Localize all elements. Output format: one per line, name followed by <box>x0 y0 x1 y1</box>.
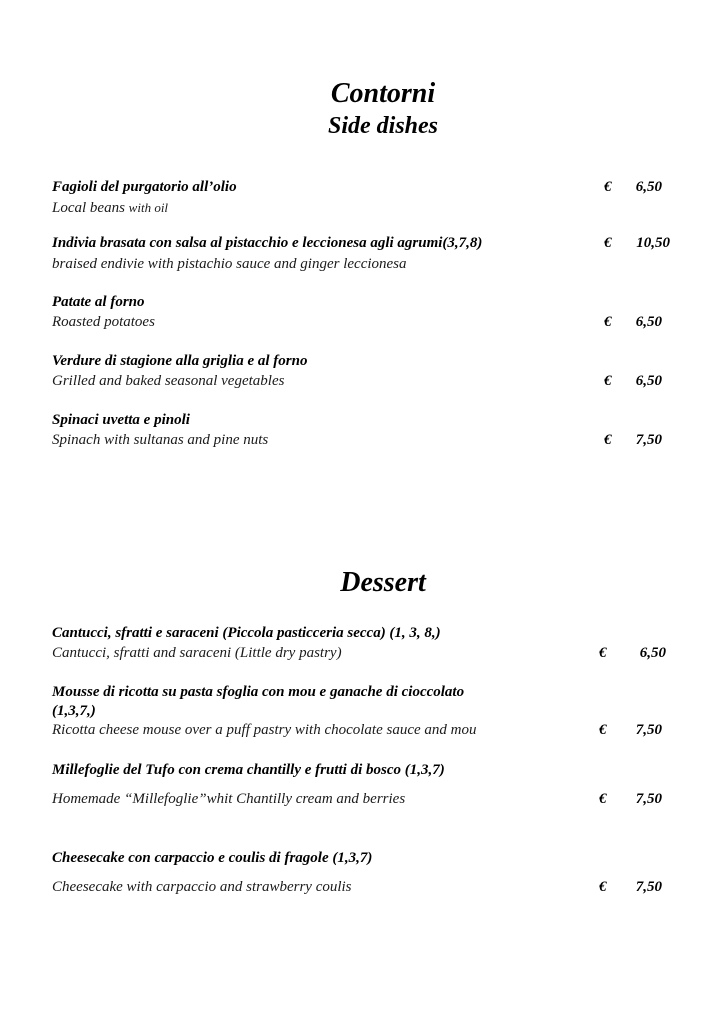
item-name: Mousse di ricotta su pasta sfoglia con mou e ganache di cioccolato <box>52 684 465 700</box>
item-description <box>52 200 168 217</box>
currency-symbol: € <box>604 179 612 195</box>
currency-symbol: € <box>599 645 607 661</box>
item-name: Cheesecake con carpaccio e coulis di fragole (1,3,7) <box>52 850 373 866</box>
currency-symbol: € <box>604 373 612 389</box>
item-price: 6,50 <box>635 314 662 330</box>
item-description: Roasted potatoes <box>52 314 155 330</box>
item-description: Grilled and baked seasonal vegetables <box>52 373 285 389</box>
item-name: Patate al forno <box>52 294 145 310</box>
item-name: Verdure di stagione alla griglia e al forno <box>52 353 308 369</box>
item-name: Fagioli del purgatorio all’olio <box>52 179 237 195</box>
item-price: 10,50 <box>636 235 670 251</box>
section-title-dessert: Dessert <box>340 567 426 598</box>
item-description: braised endivie with pistachio sauce and ginger leccionesa <box>52 256 407 272</box>
currency-symbol: € <box>604 314 612 330</box>
item-price: 6,50 <box>635 179 662 195</box>
item-price: 7,50 <box>635 879 662 895</box>
item-description-small: with oil <box>128 200 169 215</box>
item-price: 6,50 <box>635 373 662 389</box>
currency-symbol: € <box>599 722 607 738</box>
item-description: Ricotta cheese mouse over a puff pastry with chocolate sauce and mou <box>52 722 477 738</box>
item-description: Cheesecake with carpaccio and strawberry coulis <box>52 879 352 895</box>
item-price: 7,50 <box>635 432 662 448</box>
item-name-line-2: (1,3,7,) <box>52 703 96 719</box>
currency-symbol: € <box>604 432 612 448</box>
item-name: Indivia brasata con salsa al pistacchio e leccionesa agli agrumi(3,7,8) <box>52 235 483 251</box>
currency-symbol: € <box>599 879 607 895</box>
item-price: 6,50 <box>639 645 666 661</box>
currency-symbol: € <box>599 791 607 807</box>
item-description-main: Local beans <box>52 200 129 216</box>
item-description: Spinach with sultanas and pine nuts <box>52 432 269 448</box>
item-price: 7,50 <box>635 722 662 738</box>
item-description: Cantucci, sfratti and saraceni (Little dry pastry) <box>52 645 342 661</box>
item-name: Cantucci, sfratti e saraceni (Piccola pasticceria secca) (1, 3, 8,) <box>52 625 441 641</box>
currency-symbol: € <box>604 235 612 251</box>
item-name: Millefoglie del Tufo con crema chantilly e frutti di bosco (1,3,7) <box>52 762 445 778</box>
item-price: 7,50 <box>635 791 662 807</box>
section-title-contorni: Contorni <box>330 78 436 109</box>
item-name: Spinaci uvetta e pinoli <box>52 412 190 428</box>
section-subtitle-side-dishes: Side dishes <box>327 113 438 139</box>
item-description: Homemade “Millefoglie”whit Chantilly cream and berries <box>52 791 406 807</box>
